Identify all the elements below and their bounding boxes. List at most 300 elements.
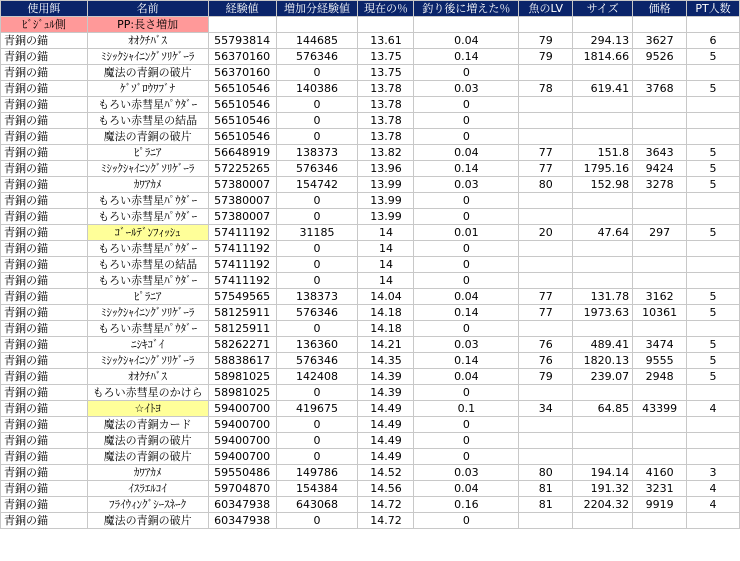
price-cell[interactable]: 3162 bbox=[633, 289, 687, 305]
lv-cell[interactable] bbox=[519, 449, 573, 465]
pt-cell[interactable] bbox=[687, 257, 740, 273]
exp-cell[interactable]: 59704870 bbox=[208, 481, 276, 497]
name-cell[interactable]: ｹﾞｿﾞﾛｳﾜﾌﾞﾅ bbox=[87, 81, 208, 97]
pt-cell[interactable] bbox=[687, 433, 740, 449]
price-cell[interactable] bbox=[633, 257, 687, 273]
pt-cell[interactable]: 4 bbox=[687, 481, 740, 497]
pct-cell[interactable]: 14.49 bbox=[358, 417, 414, 433]
empty-cell[interactable] bbox=[414, 17, 519, 33]
exp-cell[interactable]: 56370160 bbox=[208, 65, 276, 81]
lv-cell[interactable] bbox=[519, 433, 573, 449]
gain-cell[interactable]: 0 bbox=[276, 65, 358, 81]
pct-cell[interactable]: 14.21 bbox=[358, 337, 414, 353]
gain-cell[interactable]: 576346 bbox=[276, 305, 358, 321]
lv-cell[interactable]: 76 bbox=[519, 337, 573, 353]
size-cell[interactable]: 1820.13 bbox=[573, 353, 633, 369]
gain-cell[interactable]: 576346 bbox=[276, 161, 358, 177]
price-cell[interactable]: 3231 bbox=[633, 481, 687, 497]
inc-cell[interactable]: 0.04 bbox=[414, 369, 519, 385]
exp-cell[interactable]: 57380007 bbox=[208, 177, 276, 193]
bait-cell[interactable]: 青銅の錨 bbox=[1, 369, 88, 385]
pt-cell[interactable] bbox=[687, 129, 740, 145]
name-cell[interactable]: ﾐｼｯｸｼｬｲﾆﾝｸﾞｿﾘｹﾞｰﾗ bbox=[87, 305, 208, 321]
name-cell[interactable]: 魔法の青銅の破片 bbox=[87, 129, 208, 145]
name-cell[interactable]: もろい赤彗星ﾊﾟｳﾀﾞｰ bbox=[87, 241, 208, 257]
name-cell[interactable]: 魔法の青銅の破片 bbox=[87, 513, 208, 529]
exp-cell[interactable]: 59400700 bbox=[208, 449, 276, 465]
lv-cell[interactable] bbox=[519, 113, 573, 129]
gain-cell[interactable]: 0 bbox=[276, 449, 358, 465]
lv-cell[interactable] bbox=[519, 385, 573, 401]
price-cell[interactable] bbox=[633, 513, 687, 529]
lv-cell[interactable] bbox=[519, 513, 573, 529]
inc-cell[interactable]: 0.03 bbox=[414, 81, 519, 97]
size-cell[interactable] bbox=[573, 385, 633, 401]
inc-cell[interactable]: 0.04 bbox=[414, 145, 519, 161]
exp-cell[interactable]: 56510546 bbox=[208, 97, 276, 113]
name-cell[interactable]: ﾋﾟﾗﾆｱ bbox=[87, 289, 208, 305]
name-cell[interactable]: ｺﾞｰﾙﾃﾞﾝﾌｨｯｼｭ bbox=[87, 225, 208, 241]
price-cell[interactable] bbox=[633, 97, 687, 113]
inc-cell[interactable]: 0 bbox=[414, 513, 519, 529]
lv-cell[interactable] bbox=[519, 417, 573, 433]
lv-cell[interactable]: 76 bbox=[519, 353, 573, 369]
gain-cell[interactable]: 136360 bbox=[276, 337, 358, 353]
pt-cell[interactable]: 6 bbox=[687, 33, 740, 49]
inc-cell[interactable]: 0 bbox=[414, 209, 519, 225]
exp-cell[interactable]: 57411192 bbox=[208, 241, 276, 257]
pct-cell[interactable]: 14.39 bbox=[358, 369, 414, 385]
pct-cell[interactable]: 14 bbox=[358, 225, 414, 241]
pt-cell[interactable] bbox=[687, 97, 740, 113]
exp-cell[interactable]: 56370160 bbox=[208, 49, 276, 65]
size-cell[interactable]: 239.07 bbox=[573, 369, 633, 385]
exp-cell[interactable]: 58262271 bbox=[208, 337, 276, 353]
pt-cell[interactable] bbox=[687, 241, 740, 257]
pct-cell[interactable]: 14.72 bbox=[358, 513, 414, 529]
gain-cell[interactable]: 576346 bbox=[276, 353, 358, 369]
name-cell[interactable]: ﾐｼｯｸｼｬｲﾆﾝｸﾞｿﾘｹﾞｰﾗ bbox=[87, 49, 208, 65]
exp-cell[interactable]: 57411192 bbox=[208, 225, 276, 241]
gain-cell[interactable]: 0 bbox=[276, 113, 358, 129]
size-cell[interactable]: 1973.63 bbox=[573, 305, 633, 321]
exp-cell[interactable]: 57225265 bbox=[208, 161, 276, 177]
gain-cell[interactable]: 419675 bbox=[276, 401, 358, 417]
lv-cell[interactable]: 34 bbox=[519, 401, 573, 417]
exp-cell[interactable]: 58981025 bbox=[208, 369, 276, 385]
name-cell[interactable]: ｶﾜｱｶﾒ bbox=[87, 177, 208, 193]
exp-cell[interactable]: 60347938 bbox=[208, 497, 276, 513]
pct-cell[interactable]: 14.49 bbox=[358, 433, 414, 449]
bait-cell[interactable]: 青銅の錨 bbox=[1, 305, 88, 321]
empty-cell[interactable] bbox=[633, 17, 687, 33]
lv-cell[interactable] bbox=[519, 97, 573, 113]
size-cell[interactable] bbox=[573, 241, 633, 257]
lv-cell[interactable]: 81 bbox=[519, 497, 573, 513]
empty-cell[interactable] bbox=[687, 17, 740, 33]
bait-cell[interactable]: 青銅の錨 bbox=[1, 481, 88, 497]
inc-cell[interactable]: 0.14 bbox=[414, 161, 519, 177]
name-cell[interactable]: ﾌﾗｲｳｨﾝｸﾞｼｰｽﾈｰｸ bbox=[87, 497, 208, 513]
exp-cell[interactable]: 56648919 bbox=[208, 145, 276, 161]
name-cell[interactable]: ﾐｼｯｸｼｬｲﾆﾝｸﾞｿﾘｹﾞｰﾗ bbox=[87, 161, 208, 177]
pct-cell[interactable]: 13.96 bbox=[358, 161, 414, 177]
bait-cell[interactable]: 青銅の錨 bbox=[1, 209, 88, 225]
exp-cell[interactable]: 60347938 bbox=[208, 513, 276, 529]
bait-cell[interactable]: 青銅の錨 bbox=[1, 385, 88, 401]
price-cell[interactable]: 9424 bbox=[633, 161, 687, 177]
inc-cell[interactable]: 0 bbox=[414, 193, 519, 209]
exp-cell[interactable]: 58838617 bbox=[208, 353, 276, 369]
name-cell[interactable]: 魔法の青銅の破片 bbox=[87, 65, 208, 81]
lv-cell[interactable]: 79 bbox=[519, 33, 573, 49]
header-pct[interactable]: 現在の％ bbox=[358, 1, 414, 17]
gain-cell[interactable]: 643068 bbox=[276, 497, 358, 513]
bait-cell[interactable]: 青銅の錨 bbox=[1, 417, 88, 433]
gain-cell[interactable]: 0 bbox=[276, 193, 358, 209]
inc-cell[interactable]: 0.03 bbox=[414, 177, 519, 193]
bait-cell[interactable]: 青銅の錨 bbox=[1, 433, 88, 449]
lv-cell[interactable] bbox=[519, 273, 573, 289]
size-cell[interactable] bbox=[573, 449, 633, 465]
gain-cell[interactable]: 0 bbox=[276, 433, 358, 449]
size-cell[interactable] bbox=[573, 129, 633, 145]
pct-cell[interactable]: 13.78 bbox=[358, 129, 414, 145]
name-cell[interactable]: もろい赤彗星ﾊﾟｳﾀﾞｰ bbox=[87, 273, 208, 289]
bait-cell[interactable]: 青銅の錨 bbox=[1, 145, 88, 161]
lv-cell[interactable] bbox=[519, 193, 573, 209]
name-cell[interactable]: もろい赤彗星ﾊﾟｳﾀﾞｰ bbox=[87, 209, 208, 225]
pct-cell[interactable]: 14.04 bbox=[358, 289, 414, 305]
pct-cell[interactable]: 13.78 bbox=[358, 97, 414, 113]
inc-cell[interactable]: 0 bbox=[414, 113, 519, 129]
exp-cell[interactable]: 57411192 bbox=[208, 257, 276, 273]
inc-cell[interactable]: 0 bbox=[414, 433, 519, 449]
lv-cell[interactable] bbox=[519, 257, 573, 273]
gain-cell[interactable]: 154742 bbox=[276, 177, 358, 193]
lv-cell[interactable]: 77 bbox=[519, 289, 573, 305]
price-cell[interactable] bbox=[633, 433, 687, 449]
lv-cell[interactable]: 78 bbox=[519, 81, 573, 97]
pct-cell[interactable]: 13.78 bbox=[358, 81, 414, 97]
price-cell[interactable] bbox=[633, 129, 687, 145]
exp-cell[interactable]: 59400700 bbox=[208, 433, 276, 449]
pct-cell[interactable]: 13.78 bbox=[358, 113, 414, 129]
gain-cell[interactable]: 31185 bbox=[276, 225, 358, 241]
empty-cell[interactable] bbox=[519, 17, 573, 33]
price-cell[interactable]: 3768 bbox=[633, 81, 687, 97]
size-cell[interactable]: 152.98 bbox=[573, 177, 633, 193]
gain-cell[interactable]: 0 bbox=[276, 513, 358, 529]
bait-cell[interactable]: 青銅の錨 bbox=[1, 129, 88, 145]
pt-cell[interactable]: 5 bbox=[687, 81, 740, 97]
price-cell[interactable]: 3643 bbox=[633, 145, 687, 161]
gain-cell[interactable]: 576346 bbox=[276, 49, 358, 65]
inc-cell[interactable]: 0 bbox=[414, 417, 519, 433]
lv-cell[interactable]: 20 bbox=[519, 225, 573, 241]
size-cell[interactable] bbox=[573, 433, 633, 449]
pct-cell[interactable]: 14 bbox=[358, 257, 414, 273]
inc-cell[interactable]: 0 bbox=[414, 273, 519, 289]
lv-cell[interactable] bbox=[519, 209, 573, 225]
name-cell[interactable]: もろい赤彗星のかけら bbox=[87, 385, 208, 401]
pt-cell[interactable] bbox=[687, 273, 740, 289]
lv-cell[interactable] bbox=[519, 241, 573, 257]
header-price[interactable]: 価格 bbox=[633, 1, 687, 17]
pct-cell[interactable]: 14 bbox=[358, 273, 414, 289]
gain-cell[interactable]: 144685 bbox=[276, 33, 358, 49]
lv-cell[interactable]: 80 bbox=[519, 177, 573, 193]
pct-cell[interactable]: 13.99 bbox=[358, 193, 414, 209]
inc-cell[interactable]: 0 bbox=[414, 65, 519, 81]
name-cell[interactable]: ﾋﾟﾗﾆｱ bbox=[87, 145, 208, 161]
gain-cell[interactable]: 0 bbox=[276, 273, 358, 289]
price-cell[interactable]: 3278 bbox=[633, 177, 687, 193]
pt-cell[interactable]: 5 bbox=[687, 289, 740, 305]
size-cell[interactable]: 619.41 bbox=[573, 81, 633, 97]
size-cell[interactable]: 1795.16 bbox=[573, 161, 633, 177]
inc-cell[interactable]: 0.04 bbox=[414, 289, 519, 305]
gain-cell[interactable]: 142408 bbox=[276, 369, 358, 385]
size-cell[interactable]: 1814.66 bbox=[573, 49, 633, 65]
pct-cell[interactable]: 14.56 bbox=[358, 481, 414, 497]
price-cell[interactable]: 10361 bbox=[633, 305, 687, 321]
inc-cell[interactable]: 0 bbox=[414, 97, 519, 113]
price-cell[interactable]: 3474 bbox=[633, 337, 687, 353]
bait-cell[interactable]: 青銅の錨 bbox=[1, 225, 88, 241]
name-cell[interactable]: ｲｽﾗｴﾙｺｲ bbox=[87, 481, 208, 497]
header-lv[interactable]: 魚のLV bbox=[519, 1, 573, 17]
bait-cell[interactable]: 青銅の錨 bbox=[1, 81, 88, 97]
header-pt[interactable]: PT人数 bbox=[687, 1, 740, 17]
bait-cell[interactable]: 青銅の錨 bbox=[1, 49, 88, 65]
pt-cell[interactable]: 5 bbox=[687, 161, 740, 177]
pt-cell[interactable]: 3 bbox=[687, 465, 740, 481]
inc-cell[interactable]: 0 bbox=[414, 449, 519, 465]
bait-cell[interactable]: 青銅の錨 bbox=[1, 97, 88, 113]
pct-cell[interactable]: 14.18 bbox=[358, 321, 414, 337]
pct-cell[interactable]: 13.75 bbox=[358, 65, 414, 81]
bait-cell[interactable]: 青銅の錨 bbox=[1, 241, 88, 257]
price-cell[interactable] bbox=[633, 241, 687, 257]
bait-cell[interactable]: 青銅の錨 bbox=[1, 177, 88, 193]
name-cell[interactable]: もろい赤彗星の結晶 bbox=[87, 113, 208, 129]
exp-cell[interactable]: 57380007 bbox=[208, 209, 276, 225]
inc-cell[interactable]: 0 bbox=[414, 257, 519, 273]
bait-cell[interactable]: 青銅の錨 bbox=[1, 513, 88, 529]
name-cell[interactable]: もろい赤彗星の結晶 bbox=[87, 257, 208, 273]
pct-cell[interactable]: 14.72 bbox=[358, 497, 414, 513]
exp-cell[interactable]: 56510546 bbox=[208, 113, 276, 129]
size-cell[interactable]: 191.32 bbox=[573, 481, 633, 497]
pct-cell[interactable]: 14.18 bbox=[358, 305, 414, 321]
inc-cell[interactable]: 0.14 bbox=[414, 305, 519, 321]
exp-cell[interactable]: 57380007 bbox=[208, 193, 276, 209]
price-cell[interactable] bbox=[633, 65, 687, 81]
header-bait[interactable]: 使用餌 bbox=[1, 1, 88, 17]
inc-cell[interactable]: 0.16 bbox=[414, 497, 519, 513]
pt-cell[interactable] bbox=[687, 321, 740, 337]
price-cell[interactable] bbox=[633, 385, 687, 401]
inc-cell[interactable]: 0.04 bbox=[414, 33, 519, 49]
bait-cell[interactable]: 青銅の錨 bbox=[1, 497, 88, 513]
empty-cell[interactable] bbox=[358, 17, 414, 33]
name-cell[interactable]: ﾆｼｷｺﾞｲ bbox=[87, 337, 208, 353]
price-cell[interactable]: 297 bbox=[633, 225, 687, 241]
price-cell[interactable]: 2948 bbox=[633, 369, 687, 385]
bait-cell[interactable]: 青銅の錨 bbox=[1, 193, 88, 209]
empty-cell[interactable] bbox=[573, 17, 633, 33]
lv-cell[interactable]: 81 bbox=[519, 481, 573, 497]
price-cell[interactable] bbox=[633, 273, 687, 289]
size-cell[interactable] bbox=[573, 321, 633, 337]
price-cell[interactable] bbox=[633, 449, 687, 465]
bait-cell[interactable]: 青銅の錨 bbox=[1, 321, 88, 337]
size-cell[interactable] bbox=[573, 65, 633, 81]
name-cell[interactable]: もろい赤彗星ﾊﾟｳﾀﾞｰ bbox=[87, 193, 208, 209]
exp-cell[interactable]: 58981025 bbox=[208, 385, 276, 401]
gain-cell[interactable]: 0 bbox=[276, 97, 358, 113]
name-cell[interactable]: 魔法の青銅カード bbox=[87, 417, 208, 433]
size-cell[interactable] bbox=[573, 257, 633, 273]
lv-cell[interactable]: 77 bbox=[519, 145, 573, 161]
exp-cell[interactable]: 58125911 bbox=[208, 321, 276, 337]
price-cell[interactable] bbox=[633, 113, 687, 129]
size-cell[interactable] bbox=[573, 417, 633, 433]
size-cell[interactable] bbox=[573, 97, 633, 113]
size-cell[interactable] bbox=[573, 209, 633, 225]
gain-cell[interactable]: 0 bbox=[276, 257, 358, 273]
bait-cell[interactable]: 青銅の錨 bbox=[1, 353, 88, 369]
pt-cell[interactable]: 5 bbox=[687, 225, 740, 241]
header-exp[interactable]: 経験値 bbox=[208, 1, 276, 17]
pct-cell[interactable]: 14.49 bbox=[358, 401, 414, 417]
pt-cell[interactable] bbox=[687, 417, 740, 433]
pt-cell[interactable]: 4 bbox=[687, 497, 740, 513]
inc-cell[interactable]: 0 bbox=[414, 129, 519, 145]
lv-cell[interactable] bbox=[519, 65, 573, 81]
pt-cell[interactable]: 5 bbox=[687, 353, 740, 369]
inc-cell[interactable]: 0.03 bbox=[414, 337, 519, 353]
name-cell[interactable]: ☆ｲﾄﾖ bbox=[87, 401, 208, 417]
exp-cell[interactable]: 57549565 bbox=[208, 289, 276, 305]
name-cell[interactable]: ﾐｼｯｸｼｬｲﾆﾝｸﾞｿﾘｹﾞｰﾗ bbox=[87, 353, 208, 369]
lv-cell[interactable]: 79 bbox=[519, 49, 573, 65]
bait-cell[interactable]: 青銅の錨 bbox=[1, 161, 88, 177]
gain-cell[interactable]: 0 bbox=[276, 417, 358, 433]
pct-cell[interactable]: 13.82 bbox=[358, 145, 414, 161]
size-cell[interactable]: 64.85 bbox=[573, 401, 633, 417]
pt-cell[interactable] bbox=[687, 385, 740, 401]
bait-cell[interactable]: 青銅の錨 bbox=[1, 289, 88, 305]
inc-cell[interactable]: 0.14 bbox=[414, 49, 519, 65]
lv-cell[interactable] bbox=[519, 129, 573, 145]
pct-cell[interactable]: 13.61 bbox=[358, 33, 414, 49]
modifier-label-cell[interactable]: PP:長さ増加 bbox=[87, 17, 208, 33]
pt-cell[interactable] bbox=[687, 193, 740, 209]
bait-cell[interactable]: 青銅の錨 bbox=[1, 65, 88, 81]
bait-cell[interactable]: 青銅の錨 bbox=[1, 337, 88, 353]
gain-cell[interactable]: 140386 bbox=[276, 81, 358, 97]
size-cell[interactable]: 47.64 bbox=[573, 225, 633, 241]
size-cell[interactable]: 2204.32 bbox=[573, 497, 633, 513]
inc-cell[interactable]: 0.04 bbox=[414, 481, 519, 497]
inc-cell[interactable]: 0.01 bbox=[414, 225, 519, 241]
exp-cell[interactable]: 59550486 bbox=[208, 465, 276, 481]
pct-cell[interactable]: 13.99 bbox=[358, 209, 414, 225]
pt-cell[interactable]: 5 bbox=[687, 145, 740, 161]
inc-cell[interactable]: 0.1 bbox=[414, 401, 519, 417]
gain-cell[interactable]: 138373 bbox=[276, 289, 358, 305]
header-gain[interactable]: 増加分経験値 bbox=[276, 1, 358, 17]
gain-cell[interactable]: 0 bbox=[276, 129, 358, 145]
size-cell[interactable]: 131.78 bbox=[573, 289, 633, 305]
lv-cell[interactable]: 79 bbox=[519, 369, 573, 385]
price-cell[interactable]: 9526 bbox=[633, 49, 687, 65]
exp-cell[interactable]: 57411192 bbox=[208, 273, 276, 289]
price-cell[interactable] bbox=[633, 209, 687, 225]
pct-cell[interactable]: 14.35 bbox=[358, 353, 414, 369]
gain-cell[interactable]: 0 bbox=[276, 209, 358, 225]
pt-cell[interactable] bbox=[687, 209, 740, 225]
header-name[interactable]: 名前 bbox=[87, 1, 208, 17]
size-cell[interactable]: 194.14 bbox=[573, 465, 633, 481]
gain-cell[interactable]: 138373 bbox=[276, 145, 358, 161]
size-cell[interactable] bbox=[573, 113, 633, 129]
name-cell[interactable]: ｵｵｸﾁﾊﾞｽ bbox=[87, 33, 208, 49]
inc-cell[interactable]: 0 bbox=[414, 241, 519, 257]
size-cell[interactable]: 489.41 bbox=[573, 337, 633, 353]
bait-cell[interactable]: 青銅の錨 bbox=[1, 257, 88, 273]
bait-cell[interactable]: 青銅の錨 bbox=[1, 465, 88, 481]
price-cell[interactable] bbox=[633, 417, 687, 433]
gain-cell[interactable]: 0 bbox=[276, 241, 358, 257]
inc-cell[interactable]: 0.14 bbox=[414, 353, 519, 369]
pt-cell[interactable] bbox=[687, 65, 740, 81]
name-cell[interactable]: 魔法の青銅の破片 bbox=[87, 433, 208, 449]
pt-cell[interactable] bbox=[687, 113, 740, 129]
bait-cell[interactable]: 青銅の錨 bbox=[1, 273, 88, 289]
gain-cell[interactable]: 149786 bbox=[276, 465, 358, 481]
price-cell[interactable] bbox=[633, 193, 687, 209]
pt-cell[interactable]: 5 bbox=[687, 337, 740, 353]
price-cell[interactable]: 9555 bbox=[633, 353, 687, 369]
price-cell[interactable]: 9919 bbox=[633, 497, 687, 513]
exp-cell[interactable]: 55793814 bbox=[208, 33, 276, 49]
gain-cell[interactable]: 0 bbox=[276, 385, 358, 401]
pct-cell[interactable]: 14.39 bbox=[358, 385, 414, 401]
exp-cell[interactable]: 59400700 bbox=[208, 401, 276, 417]
inc-cell[interactable]: 0 bbox=[414, 385, 519, 401]
name-cell[interactable]: ｶﾜｱｶﾒ bbox=[87, 465, 208, 481]
header-inc[interactable]: 釣り後に増えた％ bbox=[414, 1, 519, 17]
lv-cell[interactable]: 80 bbox=[519, 465, 573, 481]
lv-cell[interactable]: 77 bbox=[519, 305, 573, 321]
exp-cell[interactable]: 58125911 bbox=[208, 305, 276, 321]
exp-cell[interactable]: 56510546 bbox=[208, 129, 276, 145]
price-cell[interactable] bbox=[633, 321, 687, 337]
size-cell[interactable] bbox=[573, 273, 633, 289]
pct-cell[interactable]: 14 bbox=[358, 241, 414, 257]
side-label-cell[interactable]: ﾋﾞｼﾞｭﾙ側 bbox=[1, 17, 88, 33]
name-cell[interactable]: もろい赤彗星ﾊﾟｳﾀﾞｰ bbox=[87, 97, 208, 113]
pt-cell[interactable]: 5 bbox=[687, 177, 740, 193]
lv-cell[interactable]: 77 bbox=[519, 161, 573, 177]
bait-cell[interactable]: 青銅の錨 bbox=[1, 449, 88, 465]
pct-cell[interactable]: 14.49 bbox=[358, 449, 414, 465]
name-cell[interactable]: ｵｵｸﾁﾊﾞｽ bbox=[87, 369, 208, 385]
header-size[interactable]: サイズ bbox=[573, 1, 633, 17]
